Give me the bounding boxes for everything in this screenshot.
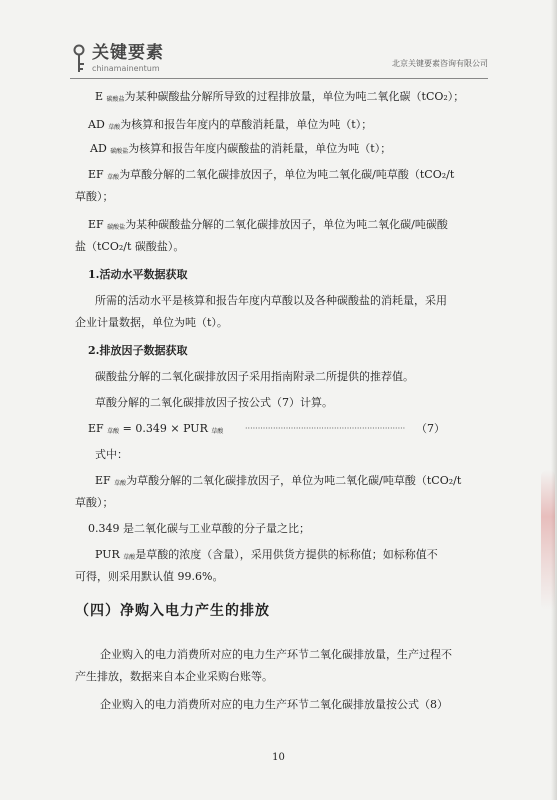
paragraph-activity-1: 所需的活动水平是核算和报告年度内草酸以及各种碳酸盐的消耗量，采用 bbox=[95, 294, 447, 307]
definition-ef-carbonate-cont: 盐（tCO₂/t 碳酸盐）。 bbox=[75, 240, 185, 253]
key-logo-icon bbox=[70, 44, 88, 74]
company-logo bbox=[70, 44, 164, 74]
definition-ef-carbonate: EF 碳酸盐为某种碳酸盐分解的二氧化碳排放因子，单位为吨二氧化碳/吨碳酸 bbox=[88, 218, 448, 231]
company-name: 北京关键要素咨询有限公司 bbox=[392, 59, 488, 68]
section-heading-electricity: （四）净购入电力产生的排放 bbox=[75, 603, 270, 619]
definition-ad-carbonate: AD 碳酸盐为核算和报告年度内碳酸盐的消耗量，单位为吨（t）； bbox=[90, 142, 392, 155]
where-label: 式中： bbox=[95, 448, 128, 461]
definition-ad-oxalic: AD 草酸为核算和报告年度内的草酸消耗量，单位为吨（t）； bbox=[88, 118, 373, 131]
where-ef-oxalic-cont: 草酸）； bbox=[75, 496, 114, 509]
heading-activity-data: 1.活动水平数据获取 bbox=[88, 268, 188, 281]
paragraph-activity-2: 企业计量数据，单位为吨（t）。 bbox=[75, 316, 228, 329]
where-pur: PUR 草酸是草酸的浓度（含量），采用供货方提供的标称值；如标称值不 bbox=[95, 548, 438, 561]
where-ef-oxalic: EF 草酸为草酸分解的二氧化碳排放因子，单位为吨二氧化碳/吨草酸（tCO₂/t bbox=[95, 474, 462, 487]
formula-number: （7） bbox=[416, 422, 445, 435]
logo-english-text: chinamainentum bbox=[92, 64, 160, 73]
paragraph-carbonate-factor: 碳酸盐分解的二氧化碳排放因子采用指南附录二所提供的推荐值。 bbox=[95, 370, 414, 383]
formula-leader-dots: ······························································· bbox=[245, 424, 406, 433]
definition-ef-oxalic: EF 草酸为草酸分解的二氧化碳排放因子，单位为吨二氧化碳/吨草酸（tCO₂/t bbox=[88, 168, 455, 181]
where-pur-cont: 可得，则采用默认值 99.6%。 bbox=[75, 570, 224, 583]
page-number: 10 bbox=[272, 752, 285, 763]
definition-ef-oxalic-cont: 草酸）； bbox=[75, 190, 114, 203]
formula-7: EF 草酸 = 0.349 × PUR 草酸 bbox=[88, 422, 224, 435]
logo-chinese-text: 关键要素 bbox=[92, 43, 164, 63]
paragraph-electricity-2: 产生排放，数据来自本企业采购台账等。 bbox=[75, 670, 273, 683]
header-divider bbox=[70, 78, 488, 79]
definition-e-carbonate: E 碳酸盐为某种碳酸盐分解所导致的过程排放量，单位为吨二氧化碳（tCO₂）； bbox=[95, 90, 465, 103]
red-stamp-mark bbox=[541, 470, 555, 610]
where-ratio: 0.349 是二氧化碳与工业草酸的分子量之比； bbox=[88, 522, 310, 535]
paragraph-electricity-1: 企业购入的电力消费所对应的电力生产环节二氧化碳排放量，生产过程不 bbox=[100, 648, 452, 661]
heading-emission-factor: 2.排放因子数据获取 bbox=[88, 344, 188, 357]
paragraph-oxalic-factor: 草酸分解的二氧化碳排放因子按公式（7）计算。 bbox=[95, 396, 333, 409]
page-edge-shadow bbox=[551, 0, 557, 800]
page-header bbox=[70, 44, 488, 80]
paragraph-electricity-3: 企业购入的电力消费所对应的电力生产环节二氧化碳排放量按公式（8） bbox=[100, 698, 448, 711]
